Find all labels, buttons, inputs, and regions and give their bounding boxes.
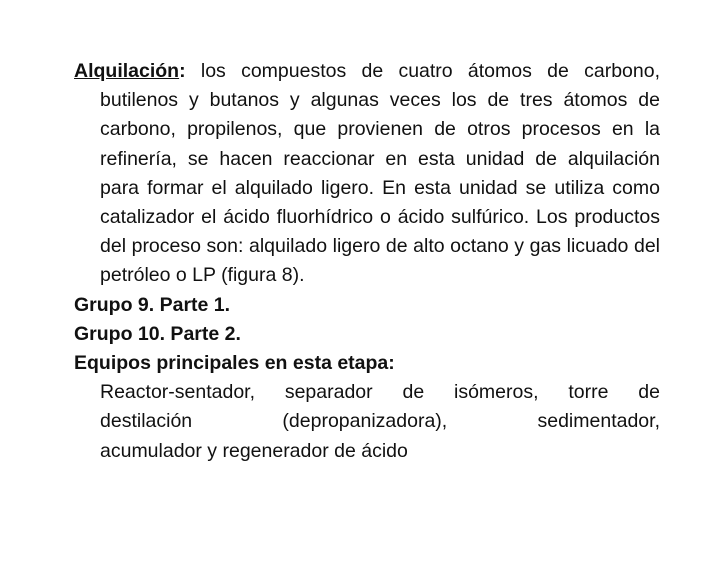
equipment-line: acumulador y regenerador de ácido [100,439,408,462]
slide-content [74,57,660,466]
term-colon: : [179,60,186,82]
equipment-list [74,378,660,466]
group-10-heading: Grupo 10. Parte 2. [74,322,241,345]
equipment-line: Reactor-sentador, separador de isómeros, torre de [100,381,660,404]
equipment-heading: Equipos principales en esta etapa: [74,352,395,375]
alquilacion-paragraph [74,57,660,291]
alquilacion-description: los compuestos de cuatro átomos de carbono, butilenos y butanos y algunas veces los de tres átomos de carbono, propilenos, que provienen de otros procesos en la refinería, se hacen reaccionar en esta unidad de alquilación para formar el alquilado ligero. En esta unidad se utiliza como catalizador el ácido fluorhídrico o ácido sulfúrico. Los productos del proceso son: alquilado ligero de alto octano y gas licuado del petróleo o LP (figura 8). [100,60,660,287]
group-9-heading: Grupo 9. Parte 1. [74,293,231,316]
equipment-line: destilación (depropanizadora), sedimentador, [100,410,660,433]
alquilacion-term: Alquilación [74,60,180,82]
